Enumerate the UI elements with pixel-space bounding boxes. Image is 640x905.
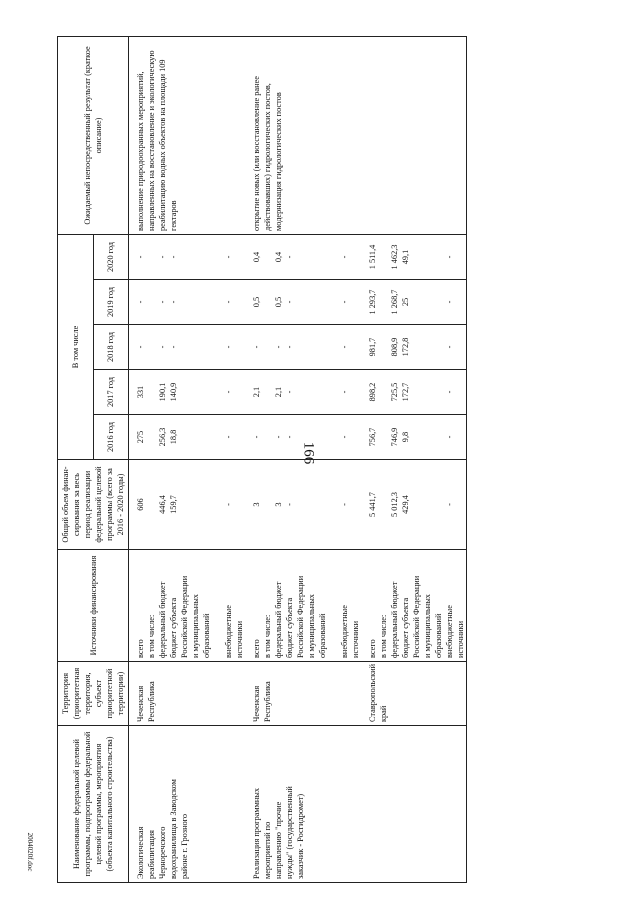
- cell-line: образований: [202, 613, 211, 658]
- y2016-cell: [251, 415, 361, 460]
- cell-line: -: [169, 345, 178, 349]
- cell-line: -: [158, 345, 167, 349]
- cell-line: [411, 238, 422, 276]
- footer-filename: 2004020f.doc: [26, 832, 34, 872]
- cell-line: -: [169, 255, 178, 259]
- cell-line: [234, 238, 245, 276]
- cell-line: [350, 238, 361, 276]
- cell-line: 0,4: [252, 251, 261, 263]
- cell-line: [295, 373, 306, 411]
- cell-line: источники: [351, 620, 360, 658]
- y2017-cell: [135, 370, 245, 415]
- cell-line: [328, 238, 339, 276]
- cell-line: [455, 283, 466, 321]
- cell-line: 0,5: [274, 296, 283, 308]
- cell-line: -: [252, 345, 261, 349]
- cell-line: [378, 283, 389, 321]
- cell-line: -: [445, 435, 454, 439]
- cell-line: [179, 328, 190, 366]
- cell-line: [212, 553, 223, 658]
- cell-line: [411, 328, 422, 366]
- cell-line: -: [158, 255, 167, 259]
- result-cell: [367, 36, 467, 234]
- cell-line: и муниципальных: [307, 594, 316, 658]
- cell-line: [306, 463, 317, 546]
- cell-line: [212, 283, 223, 321]
- cell-line: [317, 418, 328, 456]
- cell-line: Ставропольский: [368, 663, 377, 722]
- cell-line: [433, 283, 444, 321]
- cell-line: [433, 238, 444, 276]
- cell-line: [190, 418, 201, 456]
- cell-line: федеральный бюджет: [158, 581, 167, 658]
- cell-line: -: [224, 503, 233, 506]
- cell-line: в том числе:: [263, 614, 272, 658]
- cell-line: [146, 283, 157, 321]
- cell-line: [455, 463, 466, 546]
- cell-line: в том числе:: [379, 614, 388, 658]
- cell-line: [262, 238, 273, 276]
- cell-line: [317, 238, 328, 276]
- cell-line: [212, 328, 223, 366]
- territory-cell: [135, 662, 245, 726]
- cell-line: [422, 373, 433, 411]
- cell-line: [234, 283, 245, 321]
- cell-line: и муниципальных: [191, 594, 200, 658]
- cell-line: районе г. Грозного: [180, 813, 189, 879]
- cell-line: -: [169, 300, 178, 304]
- cell-line: [378, 418, 389, 456]
- cell-line: [212, 373, 223, 411]
- cell-line: -: [136, 300, 145, 304]
- name-cell: [251, 726, 361, 883]
- cell-line: [146, 463, 157, 546]
- cell-line: [422, 418, 433, 456]
- sources-cell: [135, 550, 245, 662]
- cell-line: 172,8: [401, 337, 410, 357]
- cell-line: [295, 463, 306, 546]
- cell-line: 256,3: [158, 427, 167, 447]
- cell-line: 808,9: [390, 337, 399, 357]
- cell-line: [212, 463, 223, 546]
- cell-line: -: [285, 503, 294, 506]
- cell-line: 172,7: [401, 382, 410, 402]
- cell-line: 5 012,3: [390, 492, 399, 517]
- cell-line: [190, 238, 201, 276]
- cell-line: -: [224, 300, 233, 304]
- cell-line: 898,2: [368, 382, 377, 402]
- cell-line: [433, 418, 444, 456]
- cell-line: 190,1: [158, 382, 167, 402]
- cell-line: всего: [368, 639, 377, 658]
- cell-line: 18,8: [169, 429, 178, 445]
- cell-line: Республика: [147, 681, 156, 722]
- y2016-cell: [135, 415, 245, 460]
- table-row: [135, 36, 245, 882]
- cell-line: -: [445, 300, 454, 304]
- cell-line: [190, 328, 201, 366]
- cell-line: 725,5: [390, 382, 399, 402]
- cell-line: 756,7: [368, 427, 377, 447]
- cell-line: Чеченская: [252, 685, 261, 722]
- cell-line: -: [285, 390, 294, 394]
- total-cell: [135, 460, 245, 550]
- cell-line: 3: [252, 502, 261, 507]
- territory-cell: [367, 662, 467, 726]
- cell-line: [190, 373, 201, 411]
- cell-line: 746,9: [390, 427, 399, 447]
- cell-line: [295, 418, 306, 456]
- cell-line: [422, 238, 433, 276]
- cell-line: [433, 328, 444, 366]
- cell-line: -: [224, 255, 233, 259]
- cell-line: [306, 328, 317, 366]
- header-year-2017: 2017 год: [93, 370, 129, 415]
- cell-line: [433, 373, 444, 411]
- cell-line: Российской Федерации: [180, 575, 189, 658]
- cell-line: внебюджетные: [445, 605, 454, 658]
- cell-line: Российской Федерации: [412, 575, 421, 658]
- y2020-cell: [367, 234, 467, 279]
- cell-line: в том числе:: [147, 614, 156, 658]
- cell-line: источники: [235, 620, 244, 658]
- cell-line: 2,1: [252, 386, 261, 398]
- sources-cell: [251, 550, 361, 662]
- cell-line: [190, 463, 201, 546]
- y2018-cell: [135, 325, 245, 370]
- cell-line: и муниципальных: [423, 594, 432, 658]
- cell-line: -: [158, 300, 167, 304]
- header-year-2016: 2016 год: [93, 415, 129, 460]
- cell-line: [201, 373, 212, 411]
- cell-line: [201, 283, 212, 321]
- result-cell: открытие новых (или восстановление ранее действовавших) гидрологических постов, модернизация гидрологических постов: [251, 36, 361, 234]
- header-in-that-number: В том числе: [58, 234, 94, 459]
- cell-line: -: [136, 345, 145, 349]
- cell-line: [350, 463, 361, 546]
- cell-line: [455, 373, 466, 411]
- cell-line: -: [136, 255, 145, 259]
- cell-line: [411, 463, 422, 546]
- cell-line: [146, 328, 157, 366]
- cell-line: [411, 283, 422, 321]
- cell-line: 981,7: [368, 337, 377, 357]
- cell-line: [234, 328, 245, 366]
- cell-line: [328, 373, 339, 411]
- cell-line: Республика: [263, 681, 272, 722]
- cell-line: [179, 238, 190, 276]
- cell-line: [212, 238, 223, 276]
- cell-line: [306, 418, 317, 456]
- cell-line: [411, 373, 422, 411]
- cell-line: бюджет субъекта: [401, 597, 410, 658]
- cell-line: источники: [456, 620, 465, 658]
- table-row: [367, 36, 467, 882]
- cell-line: бюджет субъекта: [169, 597, 178, 658]
- cell-line: федеральный бюджет: [390, 581, 399, 658]
- cell-line: [262, 463, 273, 546]
- cell-line: водохранилища в Заводском: [169, 779, 178, 879]
- cell-line: [350, 328, 361, 366]
- cell-line: [350, 283, 361, 321]
- cell-line: [306, 283, 317, 321]
- header-year-2018: 2018 год: [93, 325, 129, 370]
- cell-line: внебюджетные: [224, 605, 233, 658]
- cell-line: 0,4: [274, 251, 283, 263]
- cell-line: образований: [318, 613, 327, 658]
- cell-line: -: [285, 300, 294, 304]
- y2020-cell: [135, 234, 245, 279]
- cell-line: [455, 418, 466, 456]
- cell-line: [378, 328, 389, 366]
- cell-line: 1 462,3: [390, 244, 399, 270]
- cell-line: реабилитация: [147, 830, 156, 879]
- cell-line: [146, 418, 157, 456]
- cell-line: федеральный бюджет: [274, 581, 283, 658]
- cell-line: -: [224, 390, 233, 394]
- total-cell: [251, 460, 361, 550]
- cell-line: 5 441,7: [368, 492, 377, 517]
- cell-line: [179, 283, 190, 321]
- cell-line: [328, 283, 339, 321]
- cell-line: [179, 418, 190, 456]
- cell-line: [146, 373, 157, 411]
- header-territory: Территория (приоритетная территория, субъект приоритетной территории): [58, 662, 129, 726]
- y2019-cell: [367, 280, 467, 325]
- cell-line: -: [285, 435, 294, 439]
- cell-line: 9,8: [401, 431, 410, 443]
- cell-line: [295, 238, 306, 276]
- cell-line: Российской Федерации: [296, 575, 305, 658]
- cell-line: [422, 463, 433, 546]
- cell-line: -: [445, 503, 454, 506]
- cell-line: [306, 238, 317, 276]
- cell-line: [317, 328, 328, 366]
- y2018-cell: [251, 325, 361, 370]
- cell-line: [295, 328, 306, 366]
- cell-line: [306, 373, 317, 411]
- total-cell: [367, 460, 467, 550]
- cell-line: [262, 328, 273, 366]
- cell-line: [295, 283, 306, 321]
- y2020-cell: [251, 234, 361, 279]
- name-cell: [135, 726, 245, 883]
- cell-line: 429,4: [401, 495, 410, 514]
- cell-line: образований: [434, 613, 443, 658]
- page-number: 166: [300, 441, 317, 465]
- cell-line: -: [340, 503, 349, 506]
- cell-line: [190, 283, 201, 321]
- sources-cell: [367, 550, 467, 662]
- cell-line: [262, 418, 273, 456]
- cell-line: [378, 373, 389, 411]
- cell-line: -: [340, 345, 349, 349]
- cell-line: 331: [136, 385, 145, 399]
- table-row: [251, 36, 361, 882]
- cell-line: [422, 283, 433, 321]
- cell-line: всего: [252, 639, 261, 658]
- cell-line: [201, 238, 212, 276]
- cell-line: Экологическая: [136, 826, 145, 879]
- cell-line: [350, 373, 361, 411]
- cell-line: [433, 463, 444, 546]
- y2019-cell: [251, 280, 361, 325]
- cell-line: край: [379, 705, 388, 722]
- cell-line: [422, 328, 433, 366]
- cell-line: -: [340, 300, 349, 304]
- cell-line: -: [340, 255, 349, 259]
- cell-line: нужды" (государственный: [285, 786, 294, 879]
- cell-line: [317, 283, 328, 321]
- cell-line: Чеченская: [136, 685, 145, 722]
- cell-line: [262, 283, 273, 321]
- header-total: Общий объем финан-сирования за весь период реализации федеральной целевой программы (всего за 2016 - 2020 годы): [58, 460, 129, 550]
- cell-line: [350, 418, 361, 456]
- cell-line: [146, 238, 157, 276]
- result-cell: выполнение природоохранных мероприятий, направленных на восстановление и экологическую реабилитацию водных объектов на площади 109 гектаров: [135, 36, 245, 234]
- cell-line: 1 511,4: [368, 244, 377, 270]
- cell-line: [455, 328, 466, 366]
- cell-line: [201, 328, 212, 366]
- cell-line: 2,1: [274, 386, 283, 398]
- y2017-cell: [251, 370, 361, 415]
- cell-line: -: [285, 255, 294, 259]
- table-body: [129, 36, 467, 882]
- cell-line: 606: [136, 498, 145, 511]
- cell-line: 275: [136, 430, 145, 444]
- cell-line: 25: [401, 297, 410, 307]
- cell-line: -: [340, 435, 349, 439]
- cell-line: [328, 418, 339, 456]
- cell-line: внебюджетные: [340, 605, 349, 658]
- cell-line: [262, 373, 273, 411]
- cell-line: [234, 463, 245, 546]
- y2019-cell: [135, 280, 245, 325]
- cell-line: 446,4: [158, 495, 167, 514]
- cell-line: всего: [136, 639, 145, 658]
- cell-line: -: [445, 345, 454, 349]
- y2018-cell: [367, 325, 467, 370]
- cell-line: [317, 463, 328, 546]
- territory-cell: [251, 662, 361, 726]
- cell-line: -: [445, 390, 454, 394]
- cell-line: [201, 418, 212, 456]
- y2016-cell: [367, 415, 467, 460]
- cell-line: [328, 328, 339, 366]
- cell-line: направлению "прочие: [274, 801, 283, 879]
- header-result: Ожидаемый непосредственный результат (краткое описание): [58, 36, 129, 234]
- cell-line: [411, 418, 422, 456]
- cell-line: 1 293,7: [368, 289, 377, 315]
- cell-line: -: [274, 435, 283, 439]
- cell-line: [234, 373, 245, 411]
- name-cell: [367, 726, 467, 883]
- cell-line: -: [445, 255, 454, 259]
- cell-line: -: [224, 435, 233, 439]
- financing-table: [57, 36, 467, 883]
- cell-line: Черноречского: [158, 826, 167, 879]
- cell-line: 0,5: [252, 296, 261, 308]
- cell-line: бюджет субъекта: [285, 597, 294, 658]
- cell-line: 1 268,7: [390, 289, 399, 315]
- cell-line: -: [285, 345, 294, 349]
- cell-line: [328, 553, 339, 658]
- cell-line: [234, 418, 245, 456]
- cell-line: заказчик - Росгидромет): [296, 793, 305, 879]
- cell-line: 3: [274, 502, 283, 507]
- cell-line: [455, 238, 466, 276]
- cell-line: 159,7: [169, 495, 178, 514]
- cell-line: [317, 373, 328, 411]
- cell-line: [179, 373, 190, 411]
- cell-line: [328, 463, 339, 546]
- cell-line: [179, 463, 190, 546]
- cell-line: -: [340, 390, 349, 394]
- cell-line: 49,1: [401, 249, 410, 265]
- header-year-2019: 2019 год: [93, 280, 129, 325]
- cell-line: [378, 238, 389, 276]
- cell-line: [201, 463, 212, 546]
- cell-line: [212, 418, 223, 456]
- cell-line: -: [252, 435, 261, 439]
- cell-line: [378, 463, 389, 546]
- header-year-2020: 2020 год: [93, 234, 129, 279]
- header-name: Наименование федеральной целевой программы, подпрограммы федеральной целевой программы, мероприятия (объекта капитального строительства): [58, 726, 129, 883]
- header-sources: Источники финансирования: [58, 550, 129, 662]
- cell-line: Реализация программных: [252, 788, 261, 879]
- cell-line: мероприятий по: [263, 821, 272, 879]
- cell-line: 140,9: [169, 382, 178, 402]
- cell-line: -: [224, 345, 233, 349]
- rotated-table-container: [57, 37, 624, 883]
- y2017-cell: [367, 370, 467, 415]
- cell-line: -: [274, 345, 283, 349]
